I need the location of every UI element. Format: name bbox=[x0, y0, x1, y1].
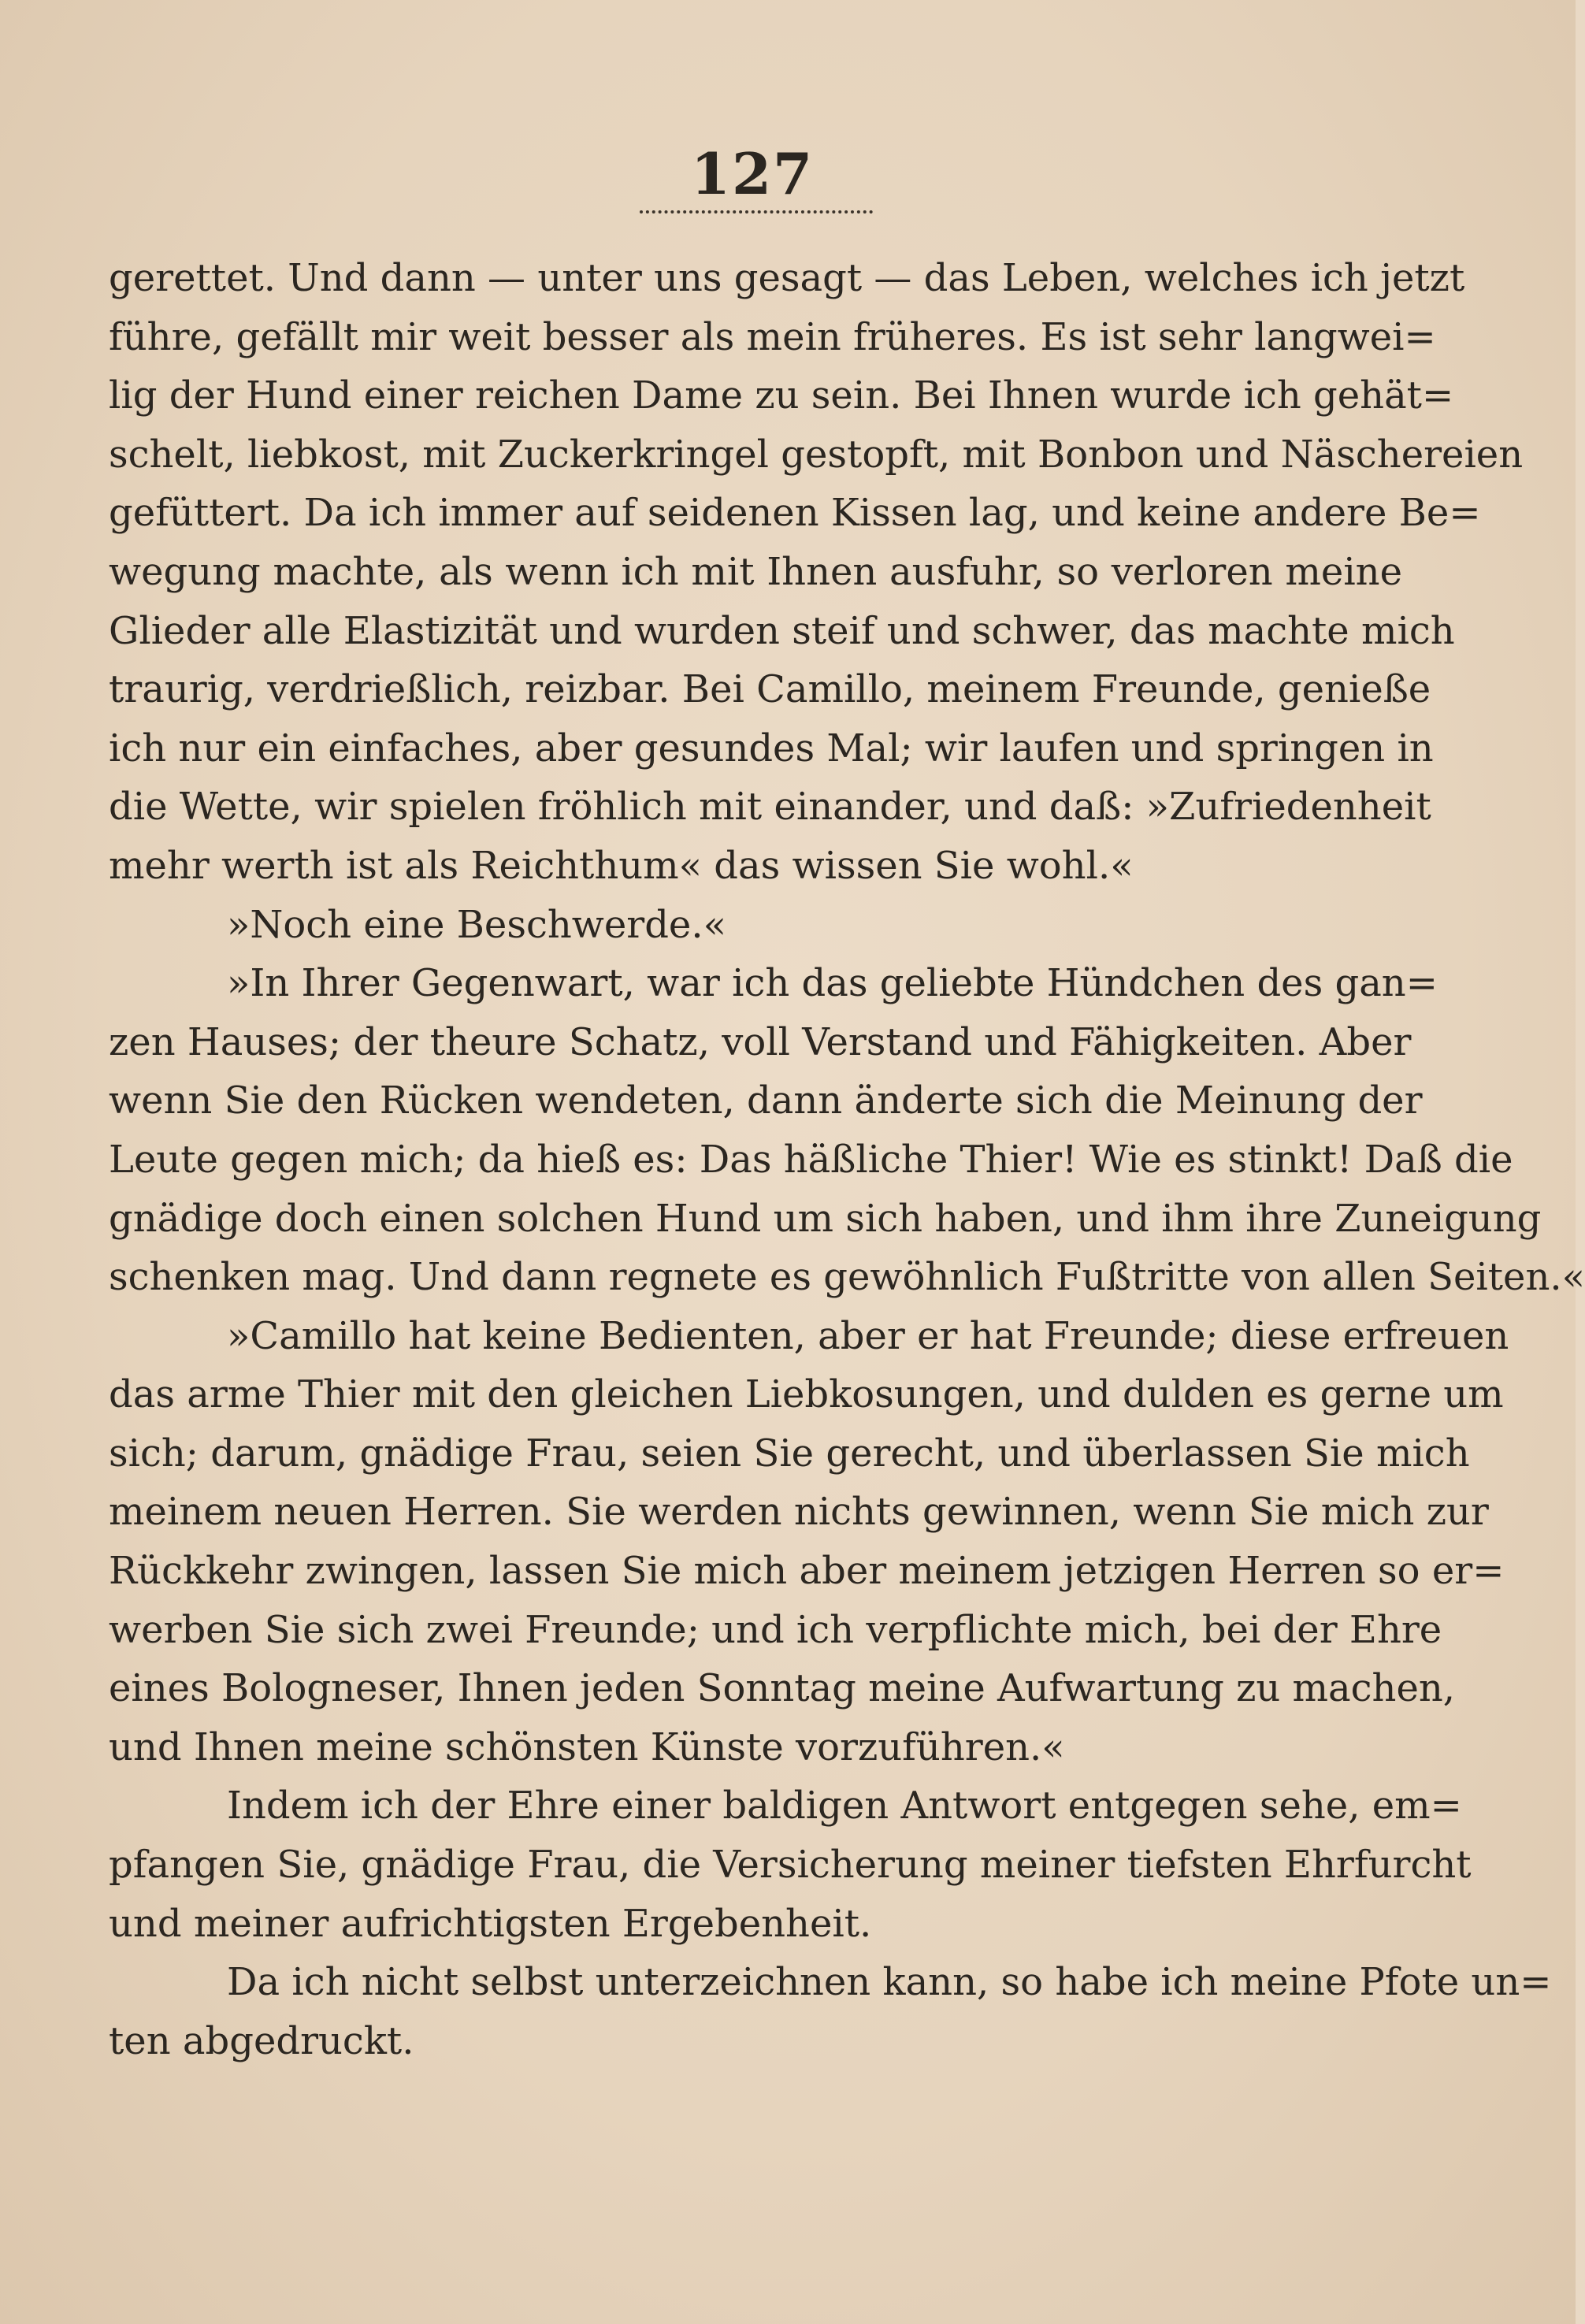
text-line: pfangen Sie, gnädige Frau, die Versicherung meiner tiefsten Ehrfurcht bbox=[109, 1843, 1472, 1888]
text-line: ten abgedruckt. bbox=[109, 2018, 414, 2063]
text-line: und meiner aufrichtigsten Ergebenheit. bbox=[109, 1901, 872, 1946]
text-line: »In Ihrer Gegenwart, war ich das geliebte Hündchen des gan= bbox=[227, 961, 1438, 1006]
body-text bbox=[109, 249, 1585, 2070]
text-line: werben Sie sich zwei Freunde; und ich verpflichte mich, bei der Ehre bbox=[109, 1607, 1442, 1652]
text-line: »Camillo hat keine Bedienten, aber er hat Freunde; diese erfreuen bbox=[227, 1313, 1509, 1358]
text-line: schenken mag. Und dann regnete es gewöhnlich Fußtritte von allen Seiten.« bbox=[109, 1255, 1585, 1300]
text-line: ich nur ein einfaches, aber gesundes Mal; wir laufen und springen in bbox=[109, 726, 1434, 770]
text-line: sich; darum, gnädige Frau, seien Sie gerecht, und überlassen Sie mich bbox=[109, 1431, 1470, 1476]
text-line: das arme Thier mit den gleichen Liebkosungen, und dulden es gerne um bbox=[109, 1372, 1504, 1417]
text-line: Da ich nicht selbst unterzeichnen kann, so habe ich meine Pfote un= bbox=[227, 1960, 1552, 2005]
header-dotted-rule bbox=[640, 210, 873, 213]
text-line: gerettet. Und dann — unter uns gesagt — das Leben, welches ich jetzt bbox=[109, 256, 1465, 300]
text-line: Leute gegen mich; da hieß es: Das häßliche Thier! Wie es stinkt! Daß die bbox=[109, 1137, 1513, 1182]
text-line: führe, gefällt mir weit besser als mein früheres. Es ist sehr langwei= bbox=[109, 314, 1436, 359]
text-line: schelt, liebkost, mit Zuckerkringel gestopft, mit Bonbon und Näschereien bbox=[109, 432, 1524, 477]
text-line: eines Bologneser, Ihnen jeden Sonntag meine Aufwartung zu machen, bbox=[109, 1666, 1456, 1711]
text-line: die Wette, wir spielen fröhlich mit einander, und daß: »Zufriedenheit bbox=[109, 785, 1431, 830]
text-line: wenn Sie den Rücken wendeten, dann änderte sich die Meinung der bbox=[109, 1078, 1423, 1123]
text-line: »Noch eine Beschwerde.« bbox=[227, 902, 726, 947]
text-line: gefüttert. Da ich immer auf seidenen Kissen lag, und keine andere Be= bbox=[109, 491, 1481, 536]
text-line: Glieder alle Elastizität und wurden steif und schwer, das machte mich bbox=[109, 608, 1455, 653]
text-line: wegung machte, als wenn ich mit Ihnen ausfuhr, so verloren meine bbox=[109, 549, 1402, 594]
text-line: mehr werth ist als Reichthum« das wissen Sie wohl.« bbox=[109, 843, 1134, 888]
text-line: lig der Hund einer reichen Dame zu sein. Bei Ihnen wurde ich gehät= bbox=[109, 373, 1454, 418]
text-line: traurig, verdrießlich, reizbar. Bei Camillo, meinem Freunde, genieße bbox=[109, 667, 1431, 712]
text-line: gnädige doch einen solchen Hund um sich haben, und ihm ihre Zuneigung bbox=[109, 1196, 1542, 1241]
text-line: und Ihnen meine schönsten Künste vorzuführen.« bbox=[109, 1724, 1065, 1769]
text-line: meinem neuen Herren. Sie werden nichts gewinnen, wenn Sie mich zur bbox=[109, 1490, 1489, 1535]
text-line: zen Hauses; der theure Schatz, voll Verstand und Fähigkeiten. Aber bbox=[109, 1019, 1412, 1064]
page-number: 127 bbox=[690, 140, 815, 207]
text-line: Indem ich der Ehre einer baldigen Antwort entgegen sehe, em= bbox=[227, 1784, 1462, 1828]
text-line: Rückkehr zwingen, lassen Sie mich aber meinem jetzigen Herren so er= bbox=[109, 1549, 1505, 1594]
